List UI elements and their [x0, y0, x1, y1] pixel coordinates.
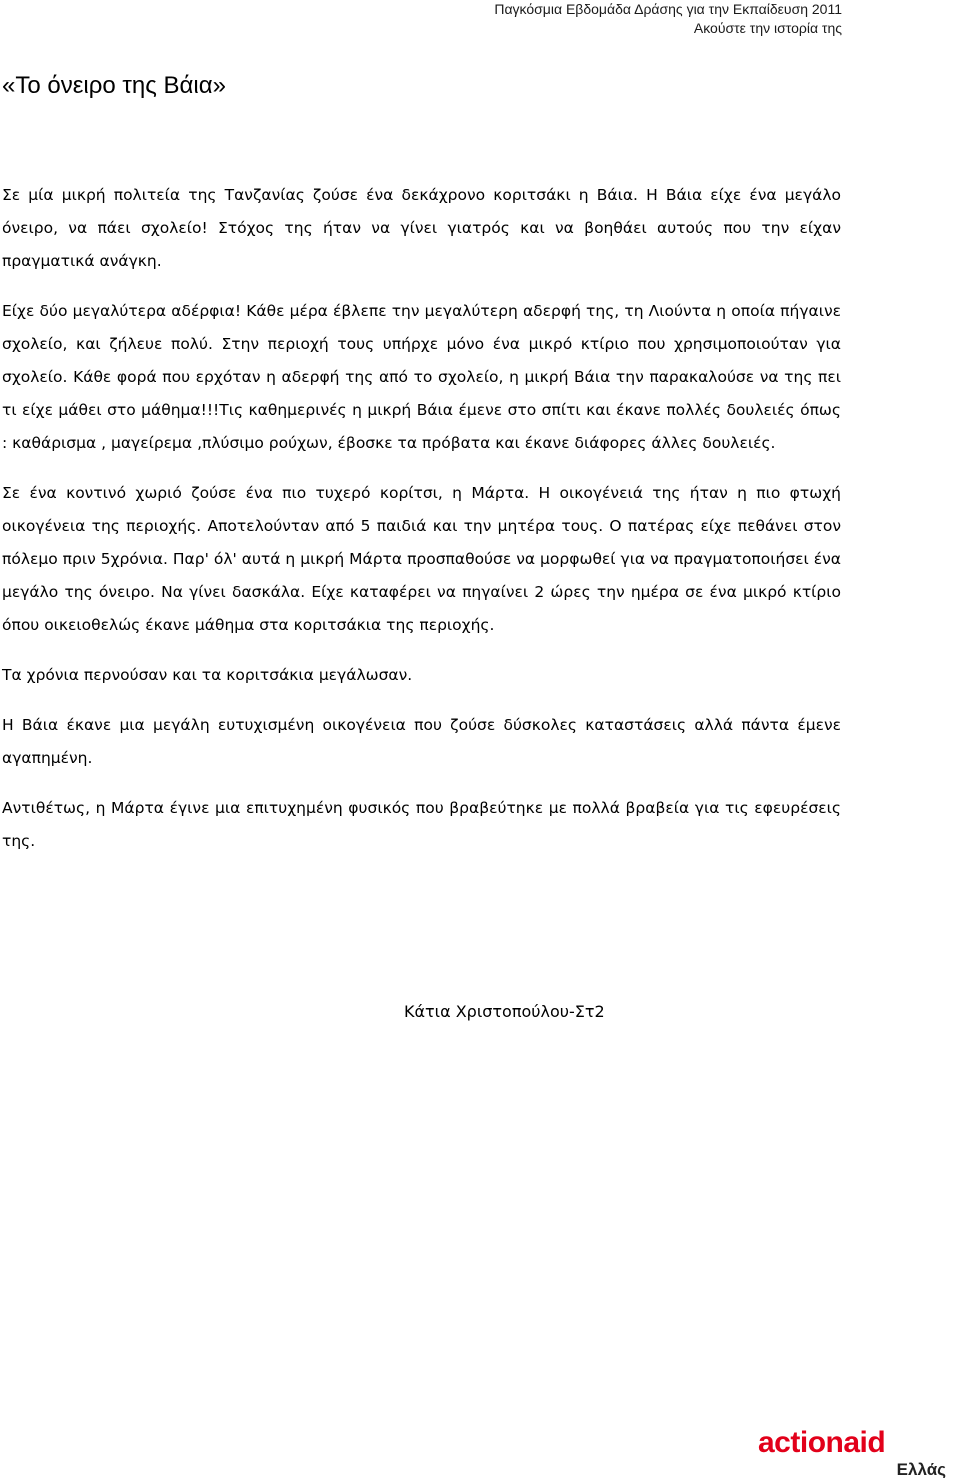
story-paragraph: Σε ένα κοντινό χωριό ζούσε ένα πιο τυχερό κορίτσι, η Μάρτα. Η οικογένειά της ήταν η πιο φτωχή οικογένεια της περιοχής. Αποτελούνταν από 5 παιδιά και την μητέρα τους. Ο πατέρας είχε πεθάνει στον πόλεμο πριν 5χρόνια. Παρ' όλ' αυτά η μικρή Μάρτα προσπαθούσε να μορφωθεί για να πραγματοποιήσει ένα μεγάλο της όνειρο. Να γίνει δασκάλα. Είχε καταφέρει να πηγαίνει 2 ώρες την ημέρα σε ένα μικρό κτίριο όπου οικειοθελώς έκανε μάθημα στα κοριτσάκια της περιοχής.: [2, 484, 841, 634]
author-signature: Κάτια Χριστοπούλου-Στ2: [404, 1002, 605, 1021]
logo-country: Ελλάς: [896, 1460, 946, 1478]
story-body: [2, 179, 841, 875]
story-paragraph: Είχε δύο μεγαλύτερα αδέρφια! Κάθε μέρα έβλεπε την μεγαλύτερη αδερφή της, τη Λιούντα η οποία πήγαινε σχολείο, και ζήλευε πολύ. Στην περιοχή τους υπήρχε μόνο ένα μικρό κτίριο που χρησιμοποιούταν για σχολείο. Κάθε φορά που ερχόταν η αδερφή της από το σχολείο, η μικρή Βάια την παρακαλούσε να της πει τι είχε μάθει στο μάθημα!!!Τις καθημερινές η μικρή Βάια έμενε στο σπίτι και έκανε πολλές δουλειές όπως : καθάρισμα , μαγείρεμα ,πλύσιμο ρούχων, έβοσκε τα πρόβατα και έκανε διάφορες άλλες δουλειές.: [2, 302, 841, 452]
header-subtitle-line: Ακούστε την ιστορία της: [693, 20, 842, 36]
story-paragraph: Η Βάια έκανε μια μεγάλη ευτυχισμένη οικογένεια που ζούσε δύσκολες καταστάσεις αλλά πάντα έμενε αγαπημένη.: [2, 716, 841, 767]
page-header: [494, 0, 842, 38]
logo-wordmark: actionaid: [758, 1426, 886, 1459]
story-title: «Το όνειρο της Βάια»: [2, 72, 226, 99]
actionaid-logo: [756, 1426, 950, 1478]
story-paragraph: Τα χρόνια περνούσαν και τα κοριτσάκια μεγάλωσαν.: [2, 666, 413, 684]
story-paragraph: Σε μία μικρή πολιτεία της Τανζανίας ζούσε ένα δεκάχρονο κοριτσάκι η Βάια. Η Βάια είχε ένα μεγάλο όνειρο, να πάει σχολείο! Στόχος της ήταν να γίνει γιατρός και να βοηθάει αυτούς που την είχαν πραγματικά ανάγκη.: [2, 186, 841, 270]
header-campaign-line: Παγκόσμια Εβδομάδα Δράσης για την Εκπαίδευση 2011: [494, 1, 842, 17]
story-paragraph: Αντιθέτως, η Μάρτα έγινε μια επιτυχημένη φυσικός που βραβεύτηκε με πολλά βραβεία για τις εφευρέσεις της.: [2, 799, 841, 850]
